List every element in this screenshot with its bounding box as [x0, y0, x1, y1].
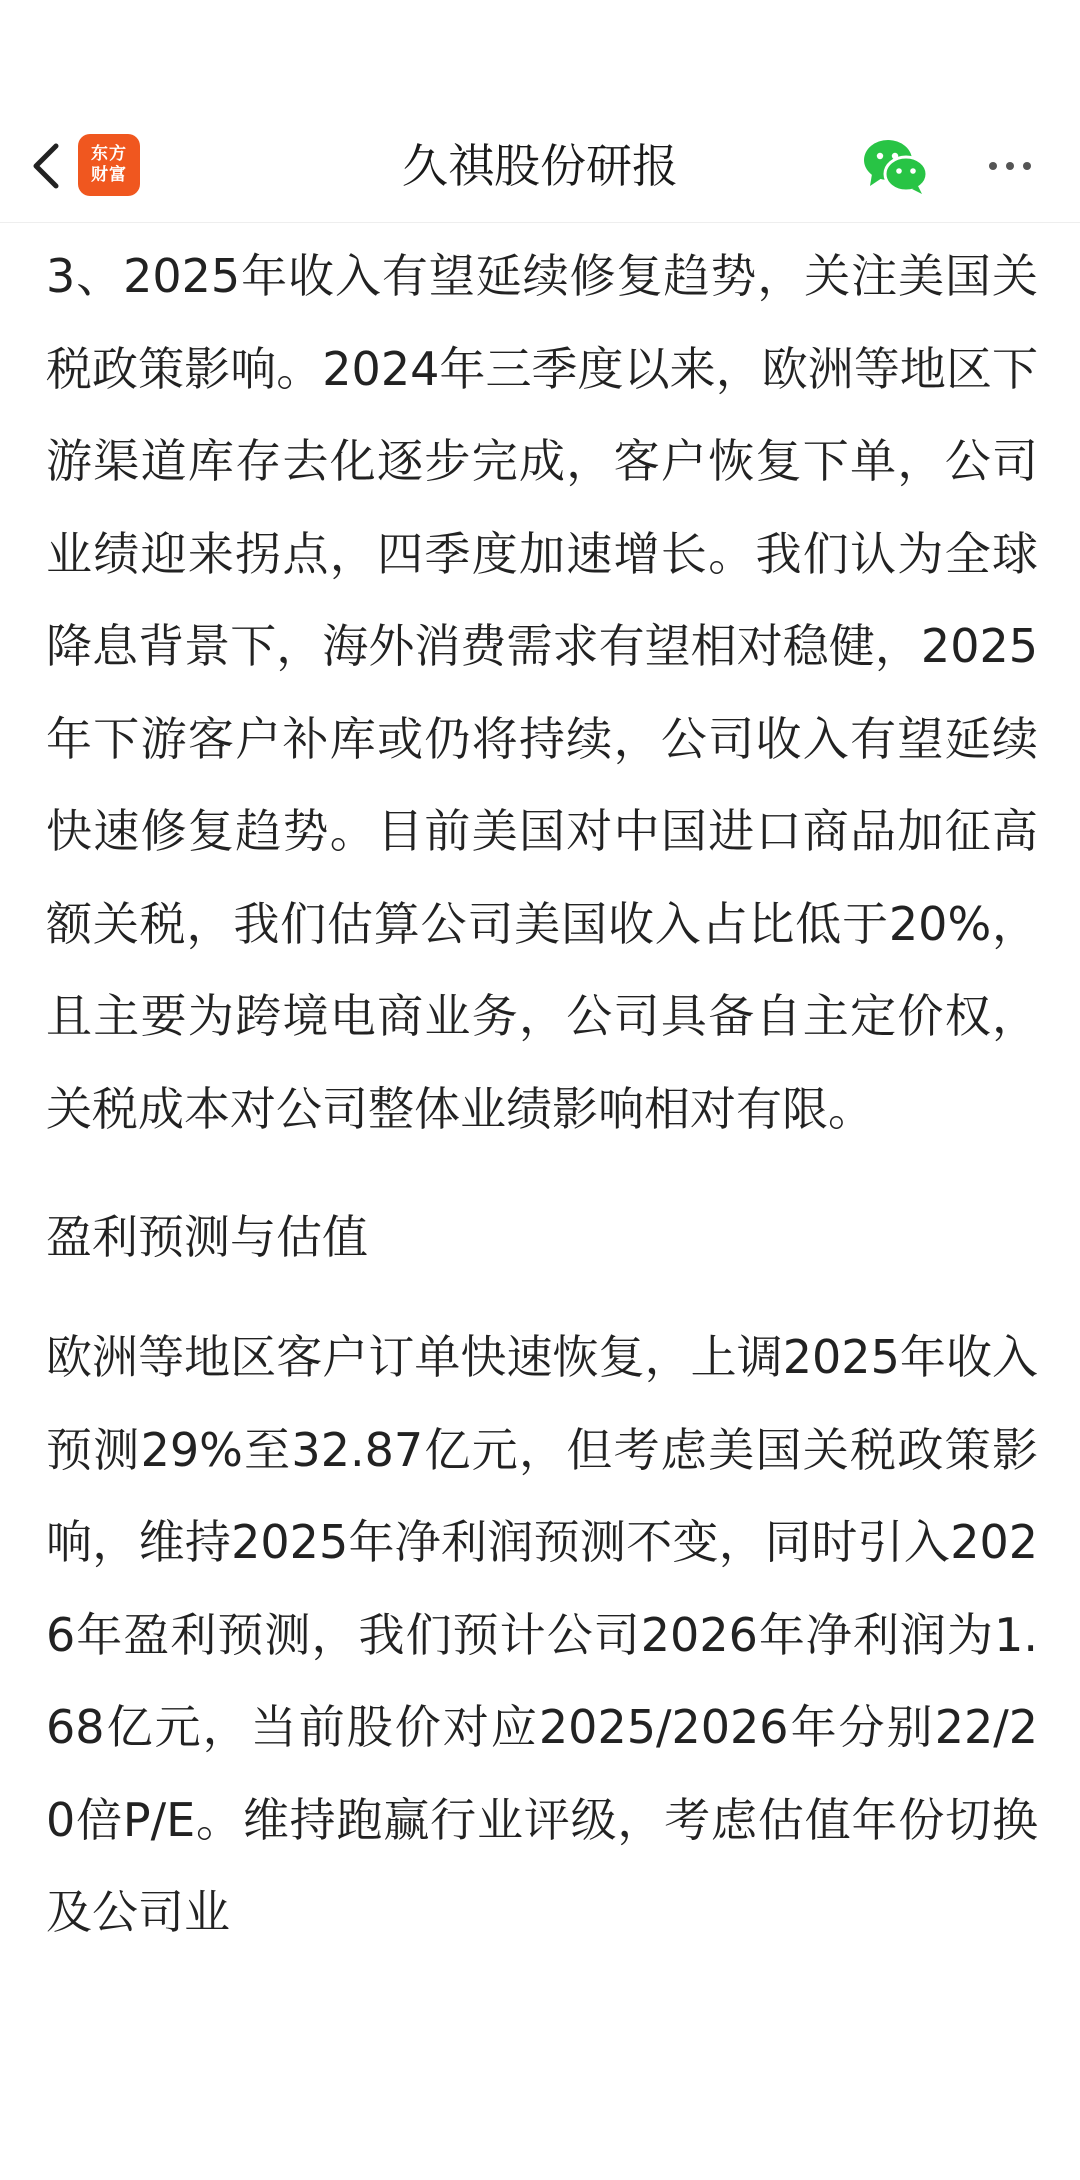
wechat-icon: [862, 136, 930, 196]
wechat-share-button[interactable]: [862, 136, 930, 196]
article-paragraph-2: 欧洲等地区客户订单快速恢复，上调2025年收入预测29%至32.87亿元，但考虑美国关税政策影响，维持2025年净利润预测不变，同时引入2026年盈利预测，我们预计公司2026年净利润为1.68亿元，当前股价对应2025/2026年分别22/20倍P/E。维持跑赢行业评级，考虑估值年份切换及公司业: [46, 1330, 1038, 1939]
article-body: [46, 230, 1038, 1959]
chevron-left-icon: [26, 140, 66, 192]
more-button[interactable]: [980, 140, 1040, 192]
more-dots-icon: [1023, 162, 1031, 170]
logo-text-line1: 东方: [91, 144, 127, 164]
more-dots-icon: [989, 162, 997, 170]
app-logo: [78, 134, 140, 196]
logo-text-line2: 财富: [91, 165, 127, 185]
back-button[interactable]: [14, 134, 78, 198]
nav-bar: [0, 110, 1080, 223]
more-dots-icon: [1006, 162, 1014, 170]
article-paragraph-1: 3、2025年收入有望延续修复趋势，关注美国关税政策影响。2024年三季度以来，欧洲等地区下游渠道库存去化逐步完成，客户恢复下单，公司业绩迎来拐点，四季度加速增长。我们认为全球降息背景下，海外消费需求有望相对稳健，2025年下游客户补库或仍将持续，公司收入有望延续快速修复趋势。目前美国对中国进口商品加征高额关税，我们估算公司美国收入占比低于20%，且主要为跨境电商业务，公司具备自主定价权，关税成本对公司整体业绩影响相对有限。: [46, 249, 1038, 1136]
status-bar: [0, 0, 1080, 110]
page-title: 久祺股份研报: [402, 139, 678, 193]
section-heading: 盈利预测与估值: [46, 1210, 368, 1264]
